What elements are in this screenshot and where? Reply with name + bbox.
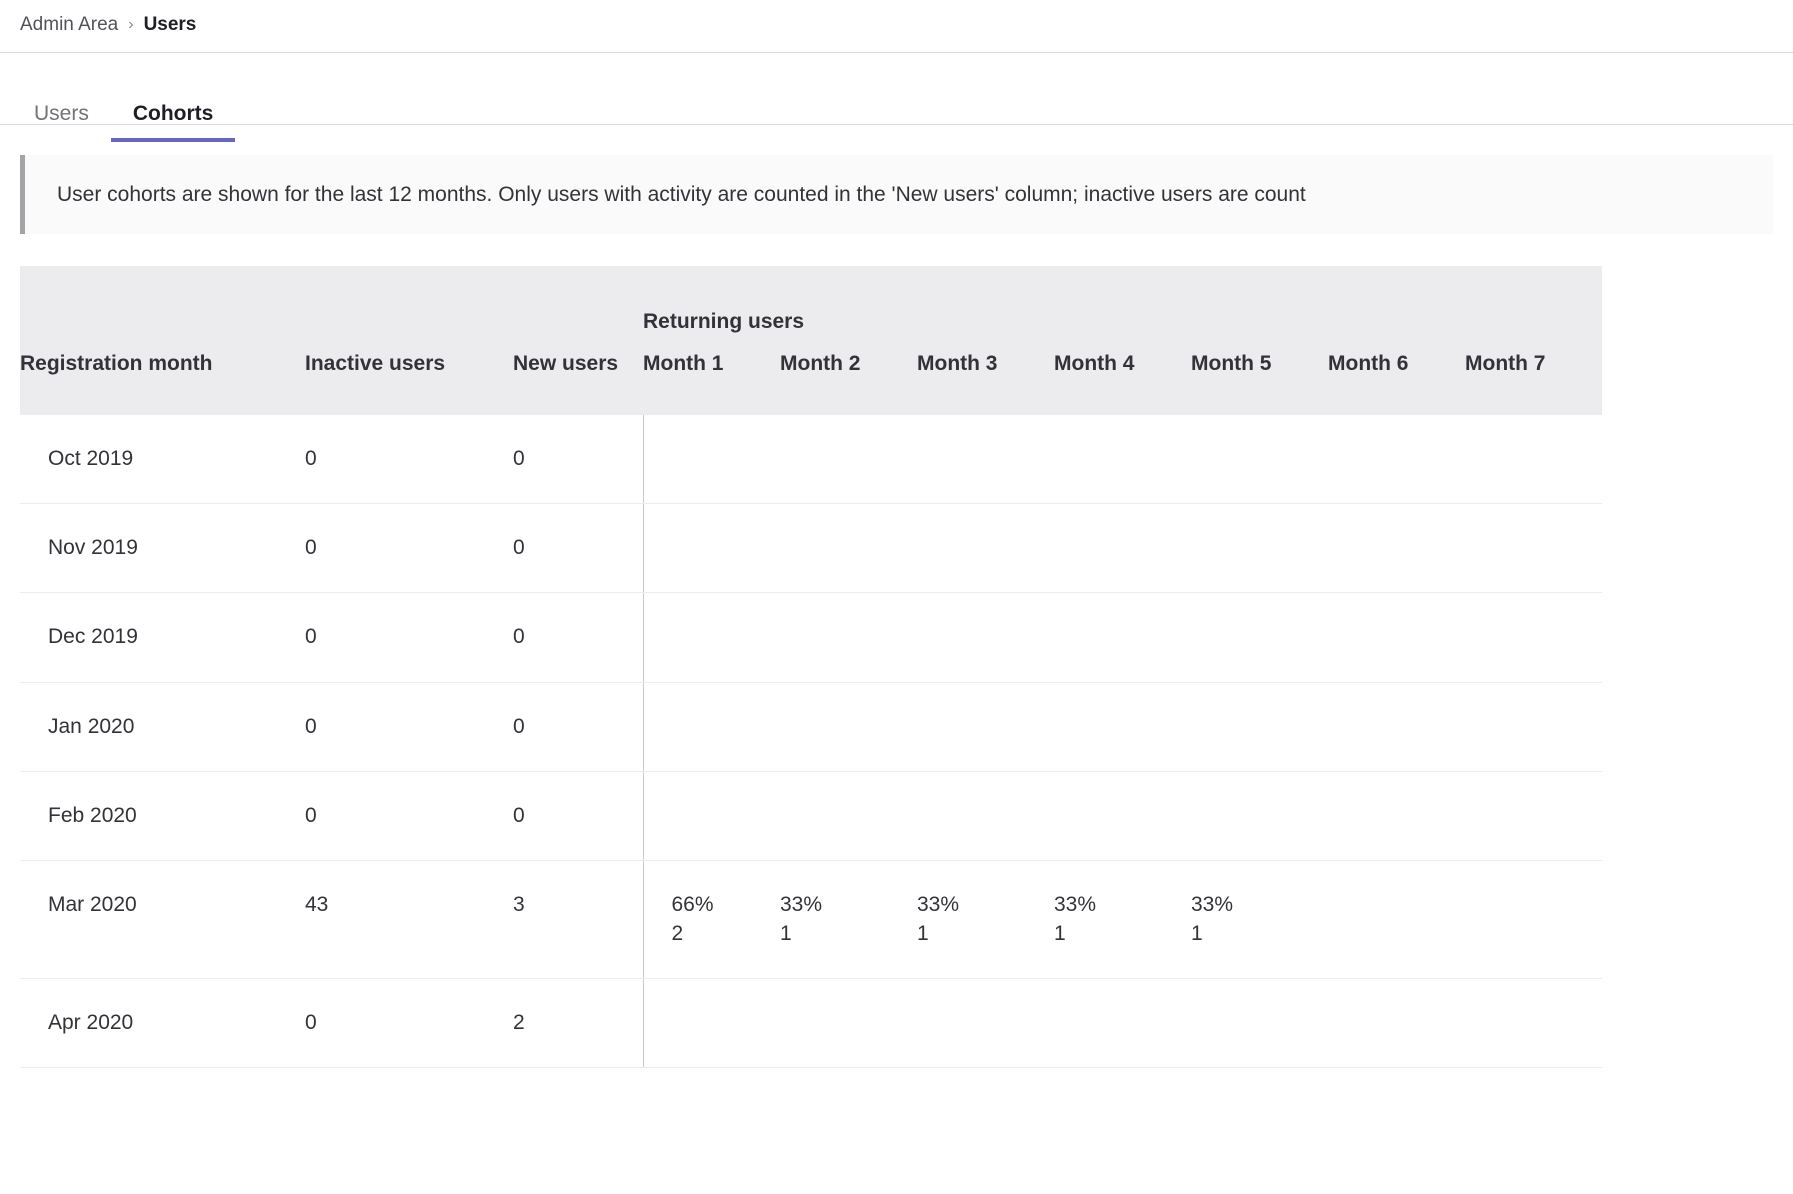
cell-month-7 <box>1465 861 1602 979</box>
cell-month-3 <box>917 861 1054 979</box>
cell-month-6 <box>1328 415 1465 504</box>
group-header-blank-3 <box>513 266 643 342</box>
column-header-registration-month: Registration month <box>20 342 305 414</box>
cell-registration-month: Feb 2020 <box>20 772 305 861</box>
cell-registration-month: Oct 2019 <box>20 415 305 504</box>
cell-month-1-count: 2 <box>671 921 684 945</box>
table-row <box>20 593 1602 682</box>
breadcrumb <box>0 0 1793 52</box>
table-row <box>20 861 1602 979</box>
column-header-month-3: Month 3 <box>917 342 1054 414</box>
cell-month-2 <box>780 415 917 504</box>
group-header-blank-1 <box>20 266 305 342</box>
tab-cohorts[interactable]: Cohorts <box>111 103 236 142</box>
cell-month-1 <box>643 682 780 771</box>
cell-month-3 <box>917 503 1054 592</box>
cell-inactive-users: 0 <box>305 682 513 771</box>
cell-registration-month: Apr 2020 <box>20 979 305 1068</box>
cell-month-3 <box>917 772 1054 861</box>
breadcrumb-admin-area[interactable]: Admin Area <box>20 14 119 35</box>
breadcrumb-current: Users <box>143 14 197 35</box>
cell-month-4 <box>1054 979 1191 1068</box>
cell-month-5 <box>1191 503 1328 592</box>
cell-month-2-percent: 33% <box>780 893 823 917</box>
cell-month-6 <box>1328 772 1465 861</box>
cell-month-7 <box>1465 593 1602 682</box>
cell-new-users: 0 <box>513 772 643 861</box>
cell-registration-month: Dec 2019 <box>20 593 305 682</box>
cell-month-1 <box>643 593 780 682</box>
cell-month-4-count: 1 <box>1054 921 1066 945</box>
table-row <box>20 503 1602 592</box>
cell-month-5 <box>1191 593 1328 682</box>
cell-registration-month: Mar 2020 <box>20 861 305 979</box>
cell-registration-month: Jan 2020 <box>20 682 305 771</box>
column-header-row <box>20 342 1602 414</box>
cell-month-5 <box>1191 682 1328 771</box>
cell-new-users: 0 <box>513 593 643 682</box>
cohorts-table <box>20 266 1602 1068</box>
cell-month-5 <box>1191 979 1328 1068</box>
cell-new-users: 0 <box>513 503 643 592</box>
cohorts-table-wrapper <box>20 266 1773 1068</box>
table-row <box>20 682 1602 771</box>
cell-month-6 <box>1328 861 1465 979</box>
cell-inactive-users: 0 <box>305 772 513 861</box>
tab-bar <box>0 53 1793 125</box>
cell-month-5 <box>1191 861 1328 979</box>
group-header-returning-users: Returning users <box>643 266 1602 342</box>
cell-month-5 <box>1191 415 1328 504</box>
cell-inactive-users: 0 <box>305 415 513 504</box>
column-header-month-1: Month 1 <box>643 342 780 414</box>
cell-new-users: 0 <box>513 682 643 771</box>
cell-month-3 <box>917 593 1054 682</box>
cell-month-2 <box>780 503 917 592</box>
cell-month-1-percent: 66% <box>671 893 714 917</box>
cell-new-users: 3 <box>513 861 643 979</box>
cell-inactive-users: 0 <box>305 979 513 1068</box>
table-row <box>20 979 1602 1068</box>
cell-month-3-percent: 33% <box>917 893 960 917</box>
cell-month-3 <box>917 415 1054 504</box>
column-header-month-4: Month 4 <box>1054 342 1191 414</box>
table-row <box>20 772 1602 861</box>
cell-month-4 <box>1054 593 1191 682</box>
cell-month-6 <box>1328 503 1465 592</box>
cell-month-7 <box>1465 415 1602 504</box>
cell-month-7 <box>1465 503 1602 592</box>
cell-month-1 <box>643 772 780 861</box>
cell-month-2 <box>780 772 917 861</box>
column-header-month-6: Month 6 <box>1328 342 1465 414</box>
cell-month-4 <box>1054 503 1191 592</box>
cell-new-users: 0 <box>513 415 643 504</box>
cell-month-2 <box>780 861 917 979</box>
cell-month-6 <box>1328 682 1465 771</box>
cell-inactive-users: 0 <box>305 503 513 592</box>
cell-month-4 <box>1054 861 1191 979</box>
group-header-row <box>20 266 1602 342</box>
column-header-month-2: Month 2 <box>780 342 917 414</box>
cohorts-table-body <box>20 415 1602 1068</box>
cell-inactive-users: 43 <box>305 861 513 979</box>
cell-month-4-percent: 33% <box>1054 893 1097 917</box>
cell-month-1 <box>643 979 780 1068</box>
column-header-month-7: Month 7 <box>1465 342 1602 414</box>
cell-month-2 <box>780 593 917 682</box>
group-header-blank-2 <box>305 266 513 342</box>
cell-inactive-users: 0 <box>305 593 513 682</box>
cell-month-2 <box>780 682 917 771</box>
cell-new-users: 2 <box>513 979 643 1068</box>
cell-month-2-count: 1 <box>780 921 792 945</box>
cell-month-2 <box>780 979 917 1068</box>
cohorts-info-alert: User cohorts are shown for the last 12 months. Only users with activity are counted in the 'New users' column; inactive users are count <box>20 155 1773 234</box>
table-row <box>20 415 1602 504</box>
tab-users[interactable]: Users <box>34 102 89 125</box>
cell-month-6 <box>1328 979 1465 1068</box>
chevron-right-icon: › <box>128 16 134 33</box>
cell-month-1 <box>643 861 780 979</box>
cell-month-4 <box>1054 772 1191 861</box>
cell-month-5 <box>1191 772 1328 861</box>
cell-month-7 <box>1465 772 1602 861</box>
cell-month-1 <box>643 415 780 504</box>
cell-month-4 <box>1054 415 1191 504</box>
column-header-inactive-users: Inactive users <box>305 342 513 414</box>
cell-month-3 <box>917 682 1054 771</box>
cohorts-table-head <box>20 266 1602 414</box>
cell-month-3 <box>917 979 1054 1068</box>
cell-month-7 <box>1465 682 1602 771</box>
cell-month-1 <box>643 503 780 592</box>
cell-registration-month: Nov 2019 <box>20 503 305 592</box>
cell-month-5-percent: 33% <box>1191 893 1234 917</box>
cell-month-4 <box>1054 682 1191 771</box>
cell-month-3-count: 1 <box>917 921 929 945</box>
cell-month-6 <box>1328 593 1465 682</box>
cell-month-5-count: 1 <box>1191 921 1203 945</box>
cell-month-7 <box>1465 979 1602 1068</box>
column-header-new-users: New users <box>513 342 643 414</box>
column-header-month-5: Month 5 <box>1191 342 1328 414</box>
